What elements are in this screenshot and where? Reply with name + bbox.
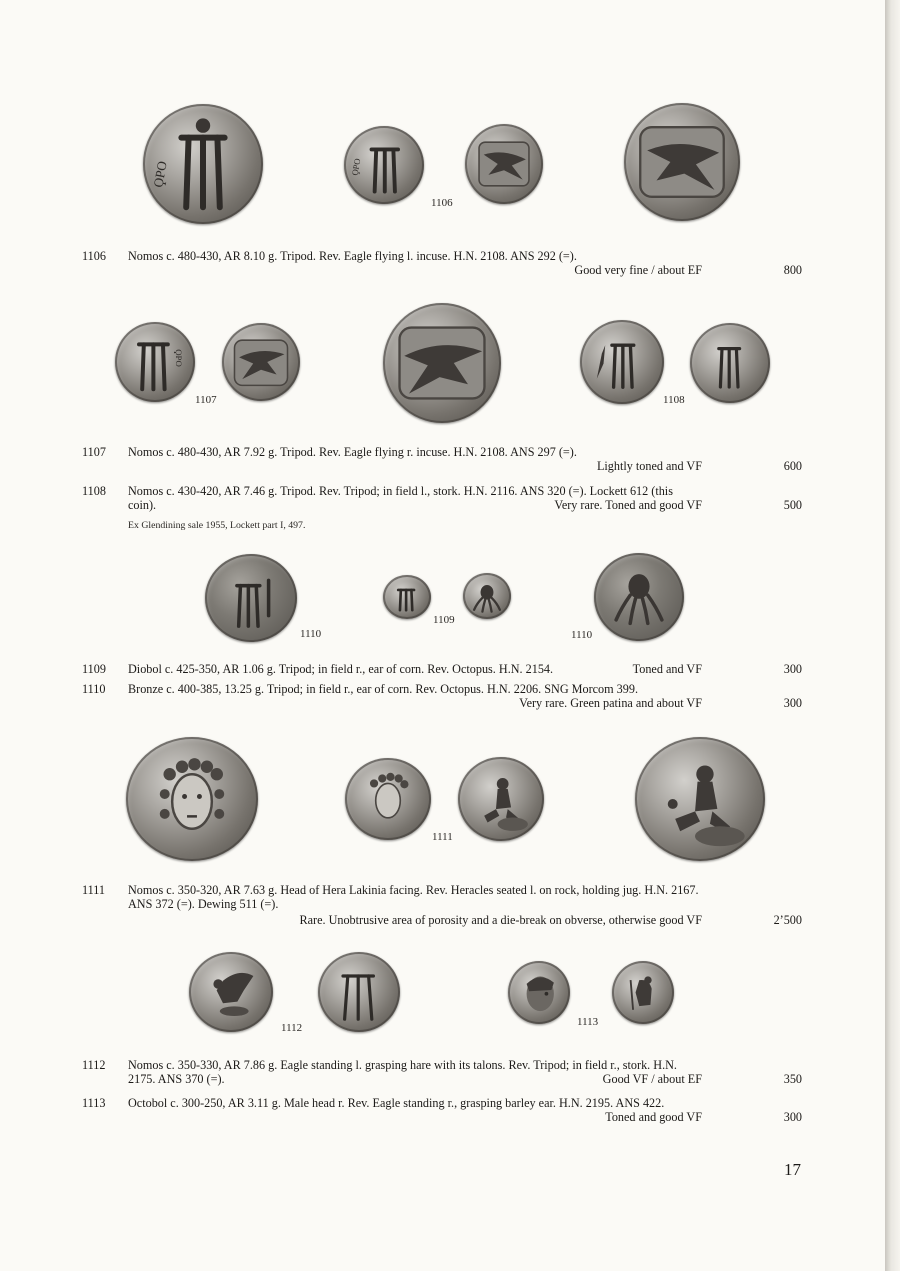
coin-label-1111: 1111 (432, 831, 453, 843)
coin-legend: ϘΡΟ (150, 159, 170, 189)
coin-1111-obverse-large-head-of-hera (126, 737, 258, 861)
coin-label-1110: 1110 (571, 629, 593, 641)
lot-estimate: 500 (783, 498, 802, 512)
lot-number: 1113 (82, 1096, 106, 1110)
lot-number: 1106 (82, 249, 106, 263)
coin-1106-reverse-large-incuse-eagle (624, 103, 740, 221)
coin-1110-reverse-octopus (594, 553, 684, 641)
coin-label-1113: 1113 (577, 1016, 599, 1028)
lot-estimate: 300 (783, 696, 802, 710)
lot-estimate: 800 (783, 263, 802, 277)
lot-description: Nomos c. 350-330, AR 7.86 g. Eagle standing l. grasping hare with its talons. Rev. Tripod; in field r., stork. H.N. (128, 1058, 677, 1072)
lot-grade: Good very fine / about EF (574, 263, 702, 277)
lot-number: 1110 (82, 682, 106, 696)
lot-grade: Toned and VF (632, 662, 702, 676)
lot-number: 1109 (82, 662, 106, 676)
lot-estimate: 600 (783, 459, 802, 473)
page-edge-shadow (885, 0, 900, 1271)
lot-estimate: 300 (783, 1110, 802, 1124)
coin-1113-obverse-male-head (508, 961, 570, 1024)
lot-description: Nomos c. 430-420, AR 7.46 g. Tripod. Rev. Tripod; in field l., stork. H.N. 2116. ANS 320 (=). Lockett 612 (this (128, 484, 673, 498)
coin-1108-obverse-tripod-stork (580, 320, 664, 404)
lot-grade: Good VF / about EF (602, 1072, 702, 1086)
coin-label-1110: 1110 (300, 628, 322, 640)
coin-legend: ϘΡΟ (173, 349, 184, 367)
lot-number: 1112 (82, 1058, 106, 1072)
coin-1111-reverse-seated-heracles (458, 757, 544, 841)
coin-1106-reverse-incuse-eagle (465, 124, 543, 204)
lot-number: 1107 (82, 445, 106, 459)
lot-number: 1111 (82, 883, 106, 897)
coin-label-1108: 1108 (663, 394, 685, 406)
lot-description: Octobol c. 300-250, AR 3.11 g. Male head r. Rev. Eagle standing r., grasping barley ear. H.N. 2195. ANS 422. (128, 1096, 665, 1110)
coin-1113-reverse-eagle (612, 961, 674, 1024)
coin-1109-reverse-octopus (463, 573, 511, 619)
lot-estimate: 300 (783, 662, 802, 676)
coin-1111-reverse-large-seated-heracles (635, 737, 765, 861)
coin-1106-obverse-tripod (344, 126, 424, 204)
coin-1107-obverse-tripod (115, 322, 195, 402)
coin-1110-obverse-tripod-corn (205, 554, 297, 642)
lot-grade: Rare. Unobtrusive area of porosity and a die-break on obverse, otherwise good VF (299, 913, 702, 927)
coin-1108-reverse-tripod (690, 323, 770, 403)
coin-label-1112: 1112 (281, 1022, 303, 1034)
coin-1106-obverse-large-tripod (143, 104, 263, 224)
lot-description-continued: coin). (128, 498, 157, 512)
coin-1112-reverse-tripod (318, 952, 400, 1032)
lot-estimate: 350 (783, 1072, 802, 1086)
lot-description: Nomos c. 480-430, AR 7.92 g. Tripod. Rev. Eagle flying r. incuse. H.N. 2108. ANS 297 (=). (128, 445, 577, 459)
coin-label-1107: 1107 (195, 394, 217, 406)
lot-1108-provenance: Ex Glendining sale 1955, Lockett part I, 497. (128, 520, 306, 531)
lot-estimate: 2’500 (773, 913, 802, 927)
lot-grade: Very rare. Green patina and about VF (519, 696, 702, 710)
coin-1109-obverse-tripod (383, 575, 431, 619)
lot-number: 1108 (82, 484, 106, 498)
coin-label-1109: 1109 (433, 614, 455, 626)
lot-description: Nomos c. 480-430, AR 8.10 g. Tripod. Rev. Eagle flying l. incuse. H.N. 2108. ANS 292 (=). (128, 249, 577, 263)
lot-description-continued: ANS 372 (=). Dewing 511 (=). (128, 897, 279, 911)
lot-grade: Toned and good VF (605, 1110, 702, 1124)
coin-1107-reverse-incuse-eagle (222, 323, 300, 401)
coin-1112-obverse-eagle-with-hare (189, 952, 273, 1032)
lot-description: Bronze c. 400-385, 13.25 g. Tripod; in field r., ear of corn. Rev. Octopus. H.N. 2206. SNG Morcom 399. (128, 682, 639, 696)
lot-description-continued: 2175. ANS 370 (=). (128, 1072, 225, 1086)
page-number: 17 (784, 1160, 801, 1179)
coin-1111-obverse-head-of-hera (345, 758, 431, 840)
coin-legend: ϘΡΟ (349, 157, 363, 177)
lot-grade: Lightly toned and VF (596, 459, 702, 473)
lot-description: Diobol c. 425-350, AR 1.06 g. Tripod; in field r., ear of corn. Rev. Octopus. H.N. 2154. (128, 662, 554, 676)
coin-label-1106: 1106 (431, 197, 453, 209)
coin-1107-reverse-large-incuse-eagle (383, 303, 501, 423)
lot-grade: Very rare. Toned and good VF (554, 498, 702, 512)
lot-description: Nomos c. 350-320, AR 7.63 g. Head of Hera Lakinia facing. Rev. Heracles seated l. on rock, holding jug. H.N. 2167. (128, 883, 699, 897)
